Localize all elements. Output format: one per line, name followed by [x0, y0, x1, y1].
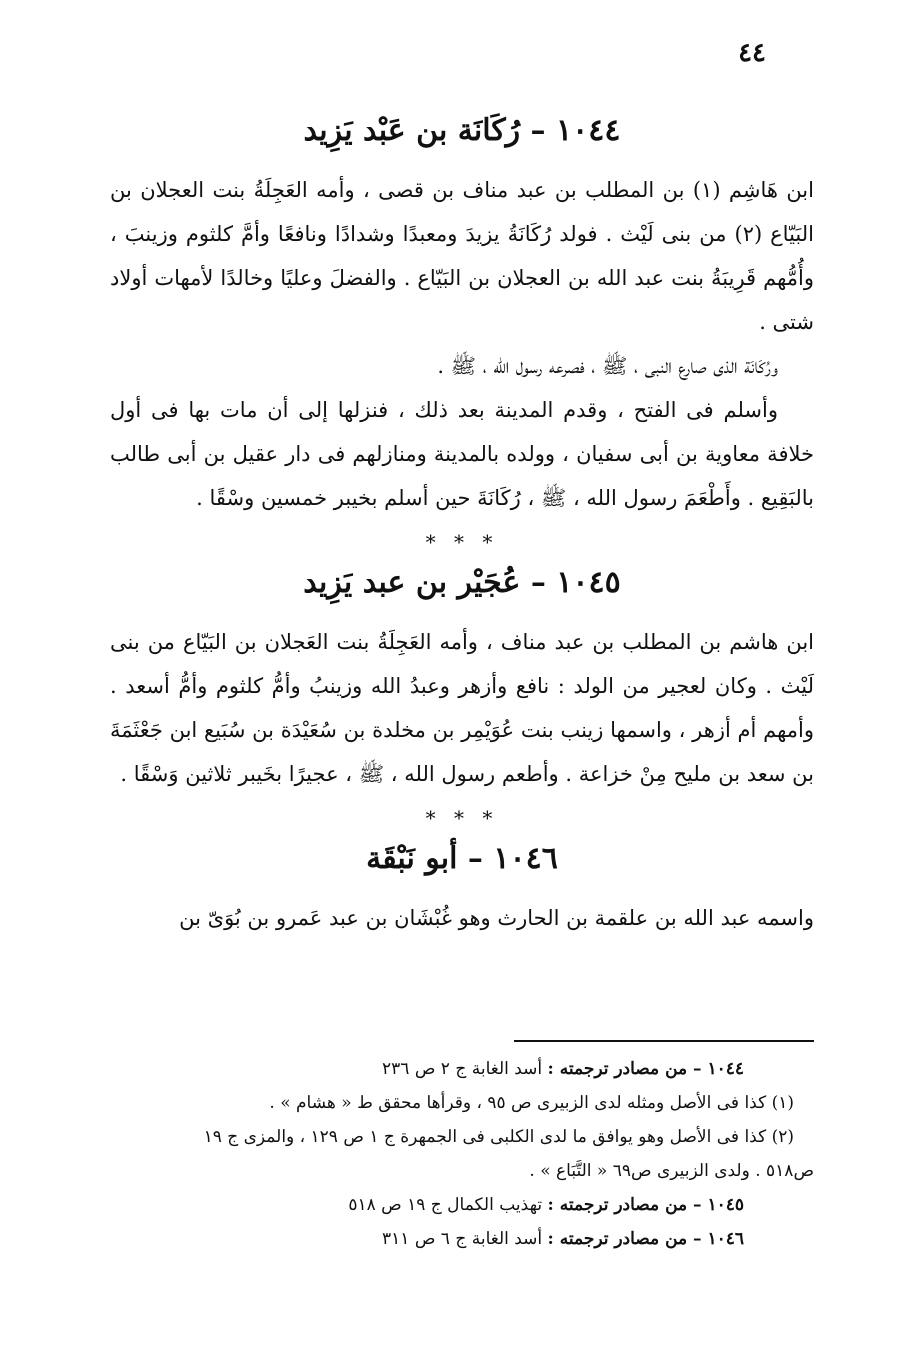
footnote-label: ١٠٤٥ – من مصادر ترجمته :: [547, 1195, 744, 1215]
footnote-label: ١٠٤٦ – من مصادر ترجمته :: [547, 1229, 744, 1249]
entry-paragraph: وأسلم فى الفتح ، وقدم المدينة بعد ذلك ، فنزلها إلى أن مات بها فى أول خلافة معاوية بن أبى سفيان ، وولده بالمدينة ومنازلهم فى دار عقيل بن أبى طالب بالبَقِيع . وأَطْعَمَ رسول الله ، ﷺ ، رُكَانَةَ حين أسلم بخيبر خمسين وسْقًا .: [110, 398, 814, 510]
entry-title: ١٠٤٤ – رُكَانَة بن عَبْد يَزِيد: [303, 113, 621, 148]
footnote-rule: [514, 1040, 814, 1042]
footnote-text: أسد الغابة ج ٢ ص ٢٣٦: [382, 1059, 548, 1079]
footnote-1: (١) كذا فى الأصل ومثله لدى الزبيرى ص ٩٥ ، وقرأها محقق ط « هشام » .: [269, 1093, 794, 1113]
entry-paragraph: واسمه عبد الله بن علقمة بن الحارث وهو غُبْشَان بن عبد عَمرو بن بُوَىّ بن: [179, 906, 814, 930]
entry-title: ١٠٤٦ – أبو نَبْقَة: [366, 841, 558, 876]
footnote-2-continued: ص٥١٨ . ولدى الزبيرى ص٦٩ « التَّبَاع » .: [529, 1161, 814, 1181]
entry-paragraph: ابن هاشم بن المطلب بن عبد مناف ، وأمه العَجِلَةُ بنت العَجلان بن البَيّاع من بنى لَيْث . وكان لعجير من الولد : نافع وأزهر وعبدُ الله وزينبُ وأمُّ كلثوم وأمُّ أسعد . وأمهم أم أزهر ، واسمها زينب بنت عُوَيْمِر بن مخلدة بن سُعَيْدَة بن سُبَيع ابن جَعْثَمَةَ بن سعد بن مليح مِنْ خزاعة . وأطعم رسول الله ، ﷺ ، عجيرًا بخَيبر ثلاثين وَسْقًا .: [110, 630, 814, 786]
page-number: ٤٤: [738, 38, 766, 68]
main-text: [110, 110, 814, 940]
section-separator: * * *: [425, 806, 499, 830]
entry-paragraph: ابن هَاشِم (١) بن المطلب بن عبد مناف بن قصى ، وأمه العَجِلَةُ بنت العجلان بن البَيّاع (٢) من بنى لَيْث . فولد رُكَانَةُ يزيدَ ومعبدًا وشدادًا ونافعًا وأمَّ كلثوم وزينبَ ، وأُمُّهم قَرِيبَةُ بنت عبد الله بن العجلان بن البَيّاع . والفضلَ وعليًا وخالدًا لأمهات أولاد شتى .: [110, 178, 814, 334]
footnote-label: ١٠٤٤ – من مصادر ترجمته :: [547, 1059, 744, 1079]
entry-1044: [110, 110, 814, 520]
footnote-source-1044: [110, 1052, 814, 1086]
entry-title: ١٠٤٥ – عُجَيْر بن عبد يَزِيد: [303, 565, 621, 600]
entry-paragraph: ورُكَانَة الذى صارع النبى ، ﷺ ، فصرعه رسول الله ، ﷺ .: [437, 354, 778, 378]
footnote-2: (٢) كذا فى الأصل وهو يوافق ما لدى الكلبى فى الجمهرة ج ١ ص ١٢٩ ، والمزى ج ١٩: [203, 1127, 794, 1147]
section-separator: * * *: [425, 530, 499, 554]
footnotes: [110, 1040, 814, 1256]
entry-1045: [110, 562, 814, 796]
footnote-text: تهذيب الكمال ج ١٩ ص ٥١٨: [348, 1195, 548, 1215]
footnote-source-1045: [110, 1188, 814, 1222]
entry-1046: [110, 838, 814, 940]
footnote-source-1046: [110, 1222, 814, 1256]
footnote-text: أسد الغابة ج ٦ ص ٣١١: [382, 1229, 548, 1249]
